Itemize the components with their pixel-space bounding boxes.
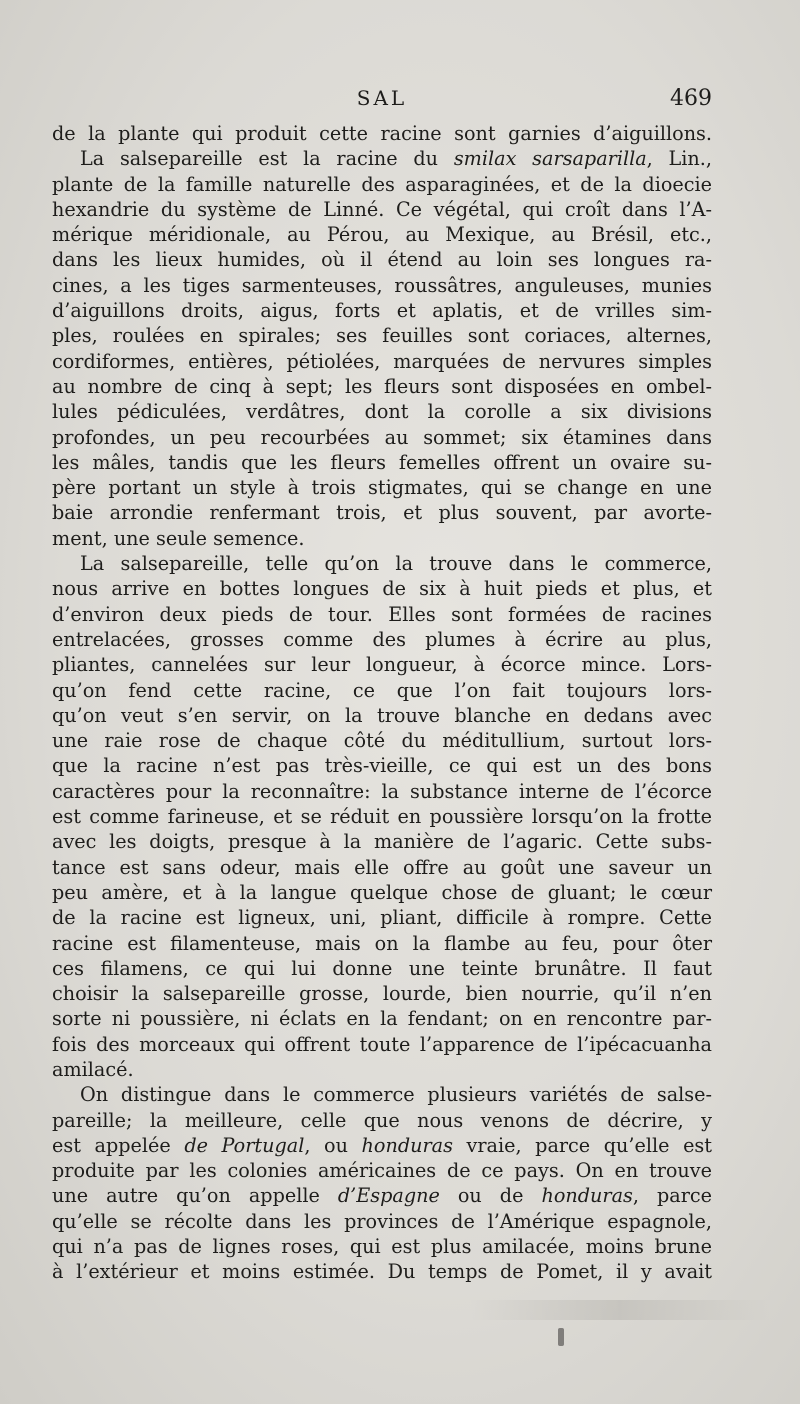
text-line: qu’on fend cette racine, ce que l’on fait toujours lors- (52, 678, 712, 702)
text-line: caractères pour la reconnaître: la substance interne de l’écorce (52, 779, 712, 803)
text-line: une raie rose de chaque côté du méditullium, surtout lors- (52, 729, 712, 753)
text-line: entrelacées, grosses comme des plumes à écrire au plus, (52, 627, 712, 651)
show-through-shadow (470, 1300, 770, 1320)
text-line: produite par les colonies américaines de ce pays. On en trouve (52, 1159, 712, 1183)
running-head: SAL (356, 86, 408, 110)
text-line: fois des morceaux qui offrent toute l’apparence de l’ipécacuanha (52, 1032, 712, 1056)
text-line: cordiformes, entières, pétiolées, marquées de nervures simples (52, 349, 712, 373)
text-line: pareille; la meilleure, celle que nous venons de décrire, y (52, 1108, 712, 1132)
text-line: est comme farineuse, et se réduit en poussière lorsqu’on la frotte (52, 805, 712, 829)
page-number: 469 (670, 86, 712, 111)
text-line: lules pédiculées, verdâtres, dont la corolle a six divisions (52, 400, 712, 424)
text-line: ment, une seule semence. (52, 526, 305, 550)
text-line: ples, roulées en spirales; ses feuilles sont coriaces, alternes, (52, 324, 712, 348)
text-line: choisir la salsepareille grosse, lourde, bien nourrie, qu’il n’en (52, 982, 712, 1006)
text-line: nous arrive en bottes longues de six à huit pieds et plus, et (52, 577, 712, 601)
text-line: une autre qu’on appelle d’Espagne ou de honduras, parce (52, 1184, 712, 1208)
text-line: amilacé. (52, 1057, 134, 1081)
page-header (52, 86, 712, 122)
text-line: qu’elle se récolte dans les provinces de l’Amérique espagnole, (52, 1209, 712, 1233)
text-line: avec les doigts, presque à la manière de l’agaric. Cette subs- (52, 830, 712, 854)
text-line: ces filamens, ce qui lui donne une teinte brunâtre. Il faut (52, 956, 712, 980)
text-line: plante de la famille naturelle des asparaginées, et de la dioecie (52, 172, 712, 196)
text-line: pliantes, cannelées sur leur longueur, à écorce mince. Lors- (52, 653, 712, 677)
text-line: que la racine n’est pas très-vieille, ce qui est un des bons (52, 754, 712, 778)
text-line: mérique méridionale, au Pérou, au Mexique, au Brésil, etc., (52, 223, 712, 247)
text-line: racine est filamenteuse, mais on la flambe au feu, pour ôter (52, 931, 712, 955)
text-line: est appelée de Portugal, ou honduras vraie, parce qu’elle est (52, 1133, 712, 1157)
text-line: au nombre de cinq à sept; les fleurs sont disposées en ombel- (52, 374, 712, 398)
text-line: qu’on veut s’en servir, on la trouve blanche en dedans avec (52, 703, 712, 727)
text-line: de la racine est ligneux, uni, pliant, difficile à rompre. Cette (52, 906, 712, 930)
text-line: La salsepareille est la racine du smilax sarsaparilla, Lin., (80, 147, 712, 171)
text-line: La salsepareille, telle qu’on la trouve dans le commerce, (80, 552, 712, 576)
text-line: profondes, un peu recourbées au sommet; six étamines dans (52, 425, 712, 449)
text-line: qui n’a pas de lignes roses, qui est plus amilacée, moins brune (52, 1235, 712, 1259)
text-line: à l’extérieur et moins estimée. Du temps de Pomet, il y avait (52, 1260, 712, 1284)
text-line: d’environ deux pieds de tour. Elles sont formées de racines (52, 602, 712, 626)
text-line: les mâles, tandis que les fleurs femelles offrent un ovaire su- (52, 450, 712, 474)
text-line: dans les lieux humides, où il étend au loin ses longues ra- (52, 248, 712, 272)
text-line: cines, a les tiges sarmenteuses, roussâtres, anguleuses, munies (52, 273, 712, 297)
text-line: peu amère, et à la langue quelque chose de gluant; le cœur (52, 880, 712, 904)
text-line: sorte ni poussière, ni éclats en la fendant; on en rencontre par- (52, 1007, 712, 1031)
text-line: baie arrondie renfermant trois, et plus souvent, par avorte- (52, 501, 712, 525)
text-line: d’aiguillons droits, aigus, forts et aplatis, et de vrilles sim- (52, 299, 712, 323)
text-line: tance est sans odeur, mais elle offre au goût une saveur un (52, 855, 712, 879)
text-body (52, 121, 712, 1285)
text-line: hexandrie du système de Linné. Ce végétal, qui croît dans l’A- (52, 197, 712, 221)
text-line: de la plante qui produit cette racine sont garnies d’aiguillons. (52, 122, 712, 145)
text-line: père portant un style à trois stigmates, qui se change en une (52, 476, 712, 500)
ink-speck (558, 1328, 564, 1346)
text-line: On distingue dans le commerce plusieurs variétés de salse- (80, 1083, 712, 1107)
